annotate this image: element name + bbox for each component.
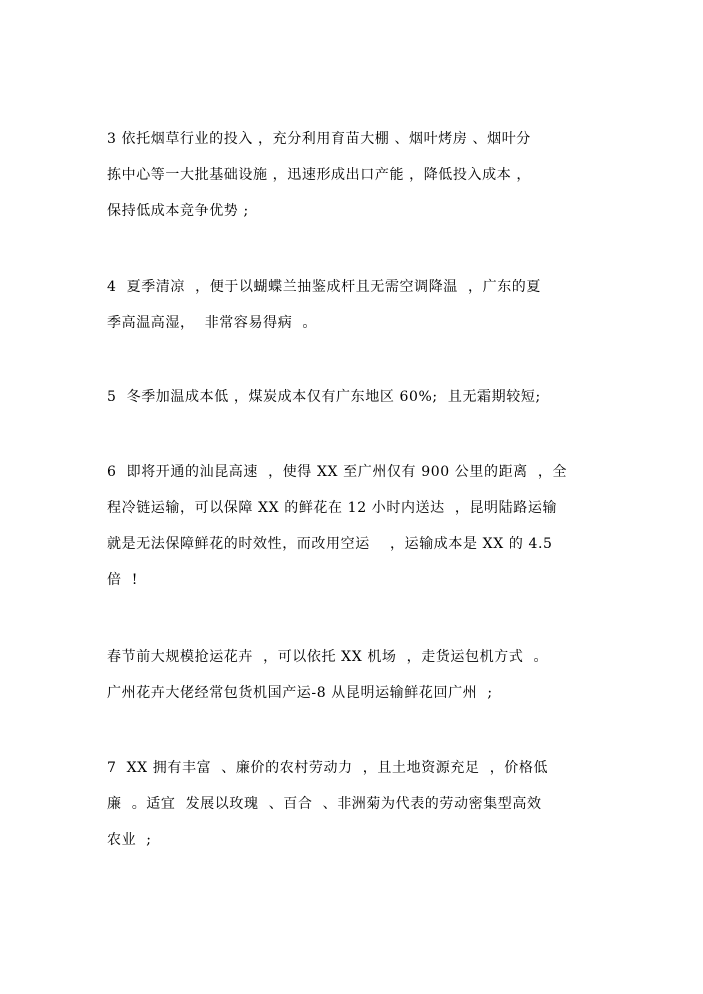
text-line: 4 夏季清凉 ，便于以蝴蝶兰抽鉴成杆且无需空调降温 ，广东的夏 [107,279,542,295]
paragraph-3 [107,121,607,229]
text-line: 5 冬季加温成本低 ，煤炭成本仅有广东地区 60%; 且无霜期较短; [107,389,541,405]
text-line: 春节前大规模抢运花卉 ，可以依托 XX 机场 ，走货运包机方式 。 [107,649,549,665]
paragraph-6 [107,454,607,598]
text-line: 6 即将开通的汕昆高速 ，使得 XX 至广州仅有 900 公里的距离 ，全 [107,464,568,480]
text-line: 3 依托烟草行业的投入 ，充分利用育苗大棚 、烟叶烤房 、烟叶分 [107,131,531,147]
text-line: 保持低成本竞争优势 ; [107,203,249,219]
text-line: 廉 。适宜 发展以玫瑰 、百合 、非洲菊为代表的劳动密集型高效 [107,796,542,812]
text-line: 广州花卉大佬经常包货机国产运-8 从昆明运输鲜花回广州 ; [107,685,493,701]
text-line: 季高温高湿， 非常容易得病 。 [107,315,317,331]
text-line: 拣中心等一大批基础设施 ，迅速形成出口产能 ，降低投入成本 ， [107,167,531,183]
text-line: 农业 ; [107,832,152,848]
paragraph-5 [107,379,607,415]
paragraph-4 [107,269,607,341]
text-line: 7 XX 拥有丰富 、廉价的农村劳动力 ，且土地资源充足 ，价格低 [107,760,549,776]
text-line: 倍 ! [107,572,138,588]
paragraph-spring-festival [107,639,607,711]
text-line: 就是无法保障鲜花的时效性，而改用空运 ，运输成本是 XX 的 4.5 [107,536,553,552]
paragraph-7 [107,750,607,858]
text-line: 程冷链运输，可以保障 XX 的鲜花在 12 小时内送达 ，昆明陆路运输 [107,500,558,516]
